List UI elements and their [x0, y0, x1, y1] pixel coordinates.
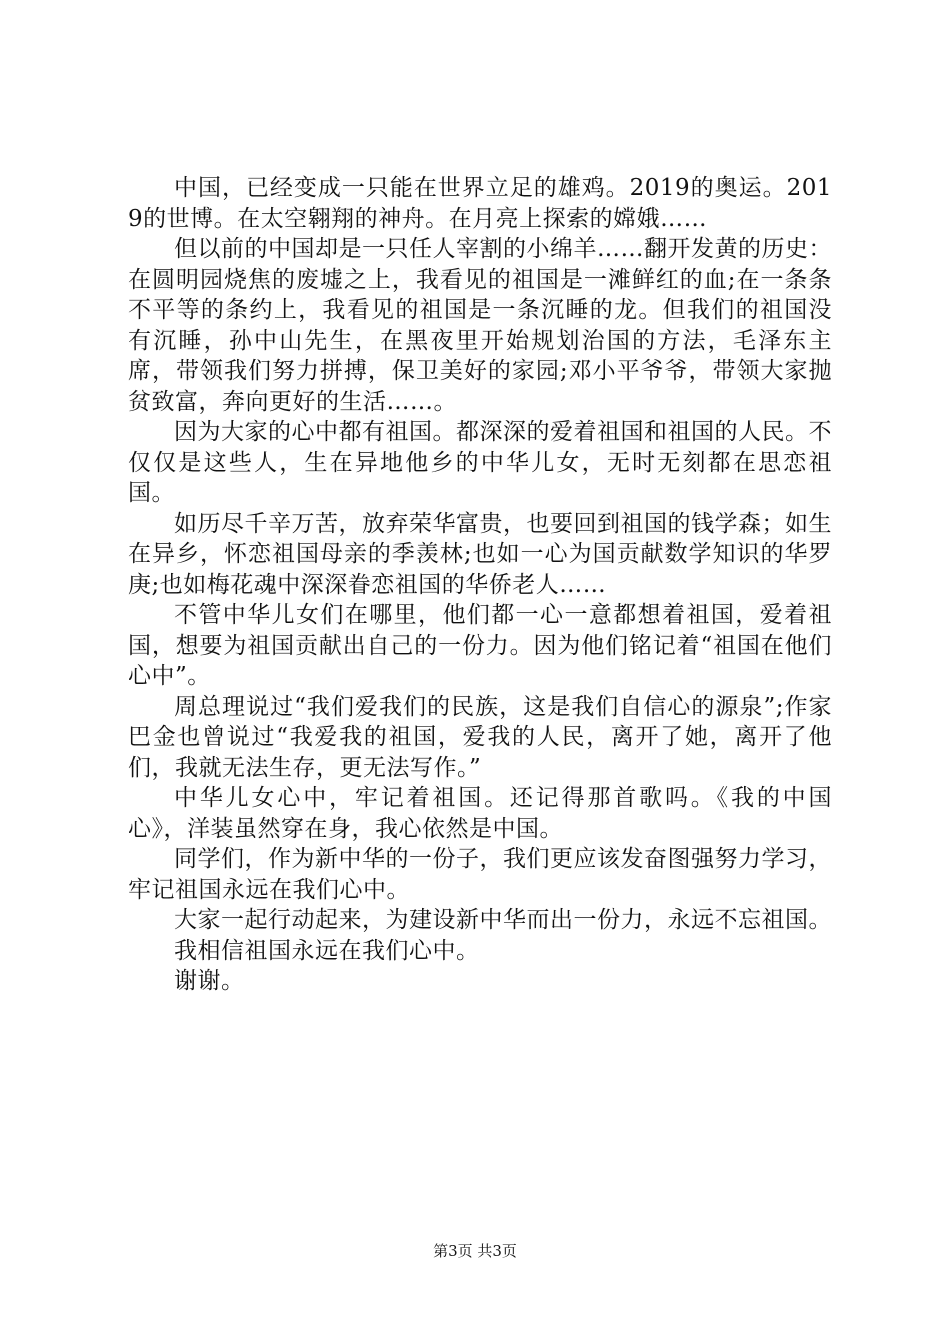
- paragraph: 因为大家的心中都有祖国。都深深的爱着祖国和祖国的人民。不仅仅是这些人，生在异地他乡的中华儿女，无时无刻都在思恋祖国。: [128, 419, 832, 506]
- paragraph: 如历尽千辛万苦，放弃荣华富贵，也要回到祖国的钱学森；如生在异乡，怀恋祖国母亲的季羡林;也如一心为国贡献数学知识的华罗庚;也如梅花魂中深深眷恋祖国的华侨老人……: [128, 510, 832, 598]
- paragraph: 不管中华儿女们在哪里，他们都一心一意都想着祖国，爱着祖国，想要为祖国贡献出自己的一份力。因为他们铭记着“祖国在他们心中”。: [128, 602, 832, 689]
- paragraph: 大家一起行动起来，为建设新中华而出一份力，永远不忘祖国。: [174, 907, 832, 933]
- paragraph: 我相信祖国永远在我们心中。: [174, 937, 480, 964]
- paragraph: 周总理说过“我们爱我们的民族，这是我们自信心的源泉”;作家巴金也曾说过“我爱我的祖国，爱我的人民，离开了她，离开了他们，我就无法生存，更无法写作。”: [128, 693, 832, 781]
- paragraph: 但以前的中国却是一只任人宰割的小绵羊……翻开发黄的历史：在圆明园烧焦的废墟之上，我看见的祖国是一滩鲜红的血;在一条条不平等的条约上，我看见的祖国是一条沉睡的龙。但我们的祖国没有沉睡，孙中山先生，在黑夜里开始规划治国的方法，毛泽东主席，带领我们努力拼搏，保卫美好的家园;邓小平爷爷，带领大家抛贫致富，奔向更好的生活……。: [128, 236, 832, 415]
- paragraph: 中国，已经变成一只能在世界立足的雄鸡。2019的奥运。2019的世博。在太空翱翔的神舟。在月亮上探索的嫦娥……: [128, 175, 832, 232]
- page-number-footer: 第3页 共3页: [433, 1242, 517, 1260]
- paragraph: 中华儿女心中，牢记着祖国。还记得那首歌吗。《我的中国心》，洋装虽然穿在身，我心依然是中国。: [128, 785, 832, 842]
- paragraph: 同学们，作为新中华的一份子，我们更应该发奋图强努力学习，牢记祖国永远在我们心中。: [128, 846, 832, 903]
- paragraph: 谢谢。: [174, 968, 245, 994]
- document-body: [128, 173, 832, 997]
